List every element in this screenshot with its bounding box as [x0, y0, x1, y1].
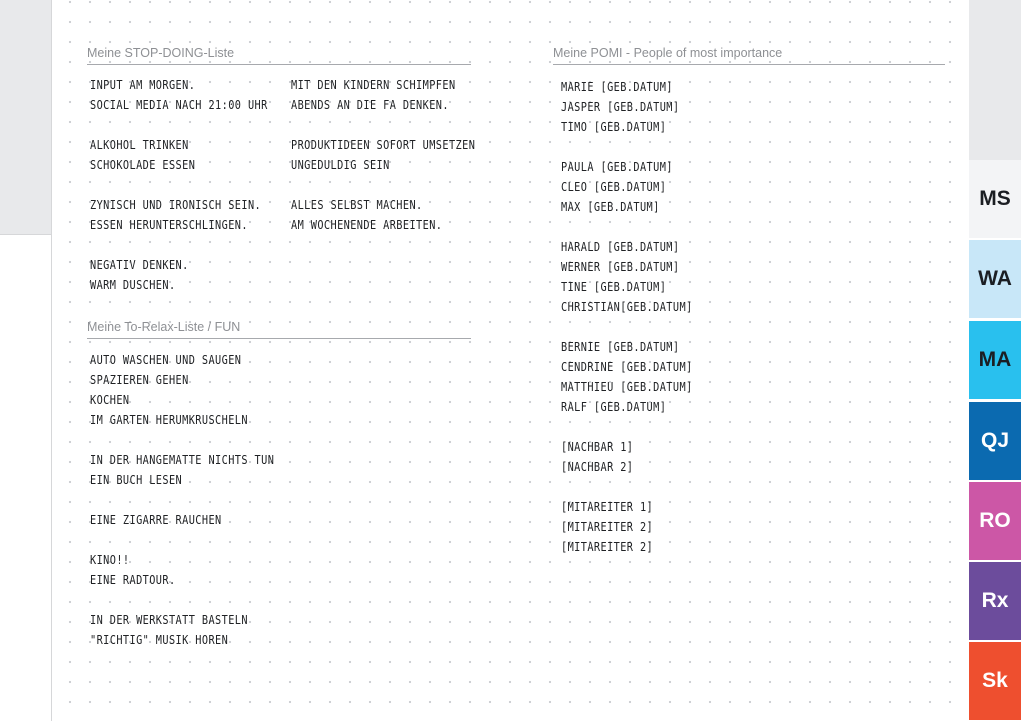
list-item: NEGATIV DENKEN. — [90, 257, 189, 272]
list-item: SPAZIEREN GEHEN — [90, 372, 189, 387]
list-item: JASPER [GEB.DATUM] — [561, 99, 680, 114]
left-margin-strip-bottom — [0, 234, 52, 721]
list-item: [NACHBAR 2] — [561, 459, 634, 474]
group-gap — [291, 115, 475, 135]
list-item: [MITAREITER 2] — [561, 539, 654, 554]
list-item: AUTO WASCHEN UND SAUGEN — [90, 352, 242, 367]
group-gap — [90, 490, 274, 510]
list-item: SCHOKOLADE ESSEN — [90, 157, 196, 172]
group-gap — [561, 317, 693, 337]
pomi-list — [561, 77, 693, 557]
group-gap — [561, 477, 693, 497]
list-item: ALLES SELBST MACHEN. — [291, 197, 423, 212]
list-item: RALF [GEB.DATUM] — [561, 399, 667, 414]
list-item: TINE [GEB.DATUM] — [561, 279, 667, 294]
list-item: KINO!! — [90, 552, 130, 567]
group-gap — [90, 175, 268, 195]
group-gap — [291, 175, 475, 195]
pomi-title: Meine POMI - People of most importance — [553, 46, 945, 65]
tab-wa[interactable]: WA — [969, 240, 1021, 318]
list-item: IN DER HANGEMATTE NICHTS TUN — [90, 452, 275, 467]
list-item: WERNER [GEB.DATUM] — [561, 259, 680, 274]
list-item: TIMO [GEB.DATUM] — [561, 119, 667, 134]
list-item: BERNIE [GEB.DATUM] — [561, 339, 680, 354]
tab-ro[interactable]: RO — [969, 482, 1021, 560]
list-item: ESSEN HERUNTERSCHLINGEN. — [90, 217, 248, 232]
list-item: [NACHBAR 1] — [561, 439, 634, 454]
group-gap — [561, 217, 693, 237]
list-item: WARM DUSCHEN. — [90, 277, 176, 292]
list-item: MIT DEN KINDERN SCHIMPFEN — [291, 77, 456, 92]
list-item: EINE RADTOUR. — [90, 572, 176, 587]
list-item: INPUT AM MORGEN. — [90, 77, 196, 92]
relax-list — [90, 350, 274, 650]
list-item: CENDRINE [GEB.DATUM] — [561, 359, 693, 374]
tab-rx[interactable]: Rx — [969, 562, 1021, 640]
left-margin-strip-top — [0, 0, 52, 234]
list-item: [MITAREITER 2] — [561, 519, 654, 534]
tab-ma[interactable]: MA — [969, 321, 1021, 399]
stop-doing-list-right — [291, 75, 475, 235]
list-item: EINE ZIGARRE RAUCHEN — [90, 512, 222, 527]
tab-qj[interactable]: QJ — [969, 402, 1021, 480]
group-gap — [90, 590, 274, 610]
list-item: IM GARTEN HERUMKRUSCHELN — [90, 412, 248, 427]
list-item: IN DER WERKSTATT BASTELN — [90, 612, 248, 627]
list-item: HARALD [GEB.DATUM] — [561, 239, 680, 254]
stop-doing-title: Meine STOP-DOING-Liste — [87, 46, 471, 65]
tab-ms[interactable]: MS — [969, 160, 1021, 238]
group-gap — [90, 235, 268, 255]
list-item: MATTHIEU [GEB.DATUM] — [561, 379, 693, 394]
list-item: "RICHTIG" MUSIK HOREN — [90, 632, 229, 647]
list-item: AM WOCHENENDE ARBEITEN. — [291, 217, 443, 232]
group-gap — [561, 137, 693, 157]
relax-title: Meine To-Relax-Liste / FUN — [87, 320, 471, 339]
tab-sk[interactable]: Sk — [969, 642, 1021, 720]
list-item: ZYNISCH UND IRONISCH SEIN. — [90, 197, 262, 212]
group-gap — [90, 115, 268, 135]
right-tab-strip-top — [969, 0, 1021, 160]
list-item: KOCHEN — [90, 392, 130, 407]
group-gap — [90, 530, 274, 550]
stop-doing-list-left — [90, 75, 268, 295]
list-item: MAX [GEB.DATUM] — [561, 199, 660, 214]
list-item: [MITAREITER 1] — [561, 499, 654, 514]
list-item: CLEO [GEB.DATUM] — [561, 179, 667, 194]
group-gap — [90, 430, 274, 450]
list-item: PAULA [GEB.DATUM] — [561, 159, 673, 174]
list-item: ABENDS AN DIE FA DENKEN. — [291, 97, 449, 112]
list-item: SOCIAL MEDIA NACH 21:00 UHR — [90, 97, 268, 112]
group-gap — [561, 417, 693, 437]
list-item: CHRISTIAN[GEB.DATUM] — [561, 299, 693, 314]
list-item: PRODUKTIDEEN SOFORT UMSETZEN — [291, 137, 476, 152]
list-item: MARIE [GEB.DATUM] — [561, 79, 673, 94]
list-item: UNGEDULDIG SEIN — [291, 157, 390, 172]
list-item: ALKOHOL TRINKEN — [90, 137, 189, 152]
list-item: EIN BUCH LESEN — [90, 472, 183, 487]
